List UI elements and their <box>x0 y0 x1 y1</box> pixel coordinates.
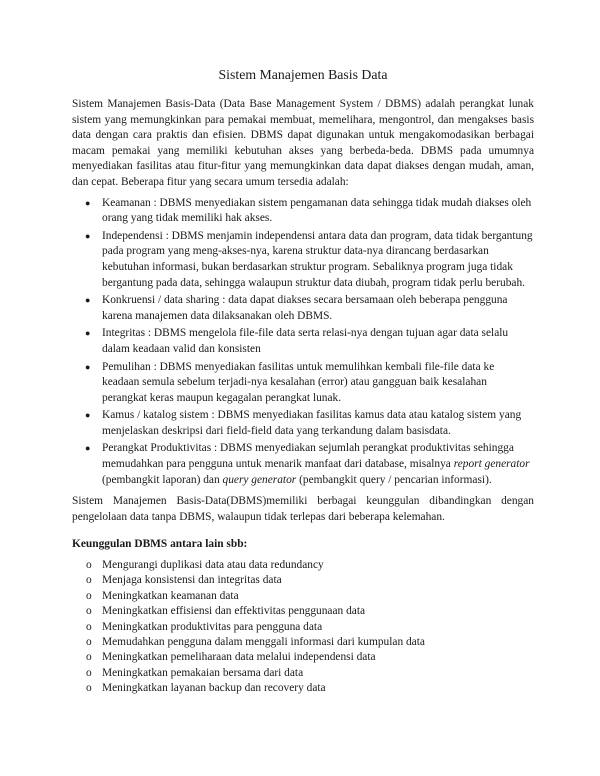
report-generator-term: report generator <box>453 458 530 471</box>
bullet-icon: ● <box>85 295 91 306</box>
intro-paragraph: Sistem Manajemen Basis-Data (Data Base Management System / DBMS) adalah perangkat lunak sistem yang memungkinkan para pemakai membuat, memelihara, mengontrol, dan mengakses basis data dengan cara praktis dan efisien. DBMS dapat digunakan untuk mengakomodasikan berbagai macam pemakai yang memiliki kebutuhan akses yang berbeda-beda. DBMS pada umumnya menyediakan fasilitas atau fitur-fitur yang memungkinkan data dapat diakses dengan mudah, aman, dan cepat. Beberapa fitur yang secara umum tersedia adalah: <box>72 98 534 188</box>
feature-item: ● Perangkat Produktivitas : DBMS menyediakan sejumlah perangkat produktivitas sehingga memudahkan para pengguna untuk menarik manfaat dari database, misalnya report generator (pembangkit laporan) dan query generator (pembangkit query / pencarian informasi). <box>85 442 530 486</box>
circle-bullet-icon: o <box>86 589 92 602</box>
circle-bullet-icon: o <box>86 605 92 618</box>
bullet-icon: ● <box>85 410 91 421</box>
advantage-item: o Meningkatkan pemakaian bersama dari data <box>72 666 534 681</box>
feature-item: ● Integritas : DBMS mengelola file-file data serta relasi-nya dengan tujuan agar data selalu dalam keadaan valid dan konsisten <box>85 327 509 355</box>
advantage-item: o Mengurangi duplikasi data atau data redundancy <box>72 558 534 573</box>
circle-bullet-icon: o <box>86 666 92 679</box>
feature-item: ● Independensi : DBMS menjamin independensi antara data dan program, data tidak bergantung pada program yang meng-akses-nya, karena struktur data-nya dirancang berdasarkan kebutuhan informasi, bukan berdasarkan struktur program. Sebaliknya program juga tidak bergantung pada data, sehingga walaupun struktur data diubah, program tidak perlu berubah. <box>85 229 533 289</box>
advantage-item: o Meningkatkan produktivitas para pengguna data <box>72 620 534 635</box>
bullet-icon: ● <box>85 197 91 208</box>
feature-item: ● Keamanan : DBMS menyediakan sistem pengamanan data sehingga tidak mudah diakses oleh orang yang tidak memiliki hak akses. <box>85 196 532 225</box>
advantage-item: o Meningkatkan effisiensi dan effektivitas penggunaan data <box>72 604 534 619</box>
advantages-heading: Keunggulan DBMS antara lain sbb: <box>72 538 248 551</box>
summary-paragraph: Sistem Manajemen Basis-Data(DBMS)memiliki berbagai keunggulan dibandingkan dengan pengelolaan data tanpa DBMS, walaupun tidak terlepas dari beberapa kelemahan. <box>72 495 534 523</box>
bullet-icon: ● <box>85 361 91 372</box>
feature-item: ● Kamus / katalog sistem : DBMS menyediakan fasilitas kamus data atau katalog sistem yang menjelaskan deskripsi dari field-field data yang terkandung dalam basisdata. <box>85 409 522 437</box>
advantage-item: o Meningkatkan keamanan data <box>72 589 534 604</box>
circle-bullet-icon: o <box>86 682 92 695</box>
circle-bullet-icon: o <box>86 651 92 664</box>
feature-item: ● Pemulihan : DBMS menyediakan fasilitas untuk memulihkan kembali file-file data ke keadaan semula sebelum terjadi-nya kesalahan (error) atau gangguan baik kesalahan perangkat keras maupun kegagalan perangkat lunak. <box>85 360 495 404</box>
bullet-icon: ● <box>85 328 91 339</box>
circle-bullet-icon: o <box>86 559 92 572</box>
query-generator-term: query generator <box>222 473 297 486</box>
advantage-item: o Memudahkan pengguna dalam menggali informasi dari kumpulan data <box>72 635 534 650</box>
circle-bullet-icon: o <box>86 620 92 633</box>
advantage-item: o Meningkatkan pemeliharaan data melalui independensi data <box>72 650 534 665</box>
document-title: Sistem Manajemen Basis Data <box>218 67 388 82</box>
bullet-icon: ● <box>85 230 91 241</box>
advantage-item: o Menjaga konsistensi dan integritas data <box>72 573 534 588</box>
document-page <box>72 66 534 697</box>
circle-bullet-icon: o <box>86 574 92 587</box>
circle-bullet-icon: o <box>86 636 92 649</box>
bullet-icon: ● <box>85 443 91 454</box>
advantages-list <box>72 558 534 697</box>
feature-list <box>72 196 534 489</box>
feature-item: ● Konkruensi / data sharing : data dapat diakses secara bersamaan oleh beberapa pengguna karena manajemen data dilaksanakan oleh DBMS. <box>85 294 508 322</box>
advantage-item: o Meningkatkan layanan backup dan recovery data <box>72 681 534 696</box>
